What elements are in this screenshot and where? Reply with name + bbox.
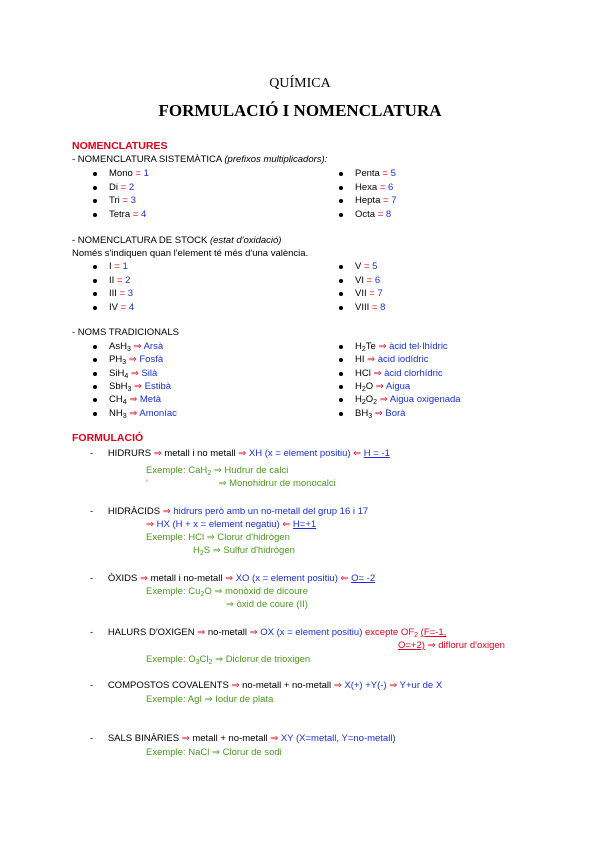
item-value: 3 xyxy=(127,288,134,299)
formula: O xyxy=(365,394,374,406)
arrow-icon: ⇒ xyxy=(206,532,215,543)
arrow-icon: ⇒ xyxy=(214,586,223,597)
formula: SbH xyxy=(109,380,128,392)
equals-sign: = xyxy=(117,301,129,313)
covalents-example-1: Exemple: AgI ⇒ Iodur de plata xyxy=(146,694,274,705)
oxids-example-2: ⇒ òxid de coure (II) xyxy=(226,599,308,610)
equals-sign: = xyxy=(380,195,392,206)
equals-sign: = xyxy=(369,301,381,313)
item-value: 7 xyxy=(377,288,383,299)
formula-subscript: 2 xyxy=(361,385,366,393)
arrow-icon: ⇒ xyxy=(225,573,234,584)
equals-sign: = xyxy=(119,195,131,206)
arrow-icon: ⇒ xyxy=(226,599,234,610)
equals-sign: = xyxy=(116,288,128,299)
arrow-icon: ⇒ xyxy=(131,380,145,392)
subsection-label: - NOMENCLATURA DE STOCK xyxy=(72,235,208,246)
arrow-icon: ⇒ xyxy=(270,733,279,744)
equals-sign: = xyxy=(117,181,129,193)
item-name: Mono xyxy=(109,168,133,179)
left-arrow-icon: ⇐ xyxy=(353,448,362,459)
item-name: Penta xyxy=(355,168,380,179)
hidracids-line: - HIDRÀCIDS ⇒ hidrurs però amb un no-metall del grup 16 i 17 xyxy=(90,506,369,517)
bullet-icon xyxy=(339,279,343,283)
bullet-icon xyxy=(339,372,343,376)
list-item xyxy=(109,288,133,299)
compound-name: Aigua xyxy=(385,380,411,392)
arrow-icon: ⇒ xyxy=(238,448,247,459)
formula: SiH xyxy=(109,367,125,379)
bullet-icon xyxy=(339,358,343,362)
arrow-icon: ⇒ xyxy=(140,573,148,584)
bullet-icon xyxy=(93,292,97,296)
item-name: V xyxy=(355,261,362,272)
arrow-icon: ⇒ xyxy=(126,394,140,406)
arrow-icon: ⇒ xyxy=(427,640,436,651)
item-name: VI xyxy=(355,274,364,286)
arrow-icon: ⇒ xyxy=(197,627,206,638)
item-name: II xyxy=(109,274,115,286)
item-name: Hexa xyxy=(355,181,378,193)
equals-sign: = xyxy=(114,274,126,286)
item-name: VIII xyxy=(355,301,370,313)
equals-sign: = xyxy=(377,181,389,193)
bullet-icon xyxy=(93,385,97,389)
formula-subscript: 3 xyxy=(122,359,127,367)
arrow-icon: ⇒ xyxy=(162,506,171,517)
arrow-icon: ⇒ xyxy=(126,354,140,366)
list-item xyxy=(109,368,157,379)
item-name: VII xyxy=(355,288,367,299)
formula: NH xyxy=(109,407,123,419)
list-item xyxy=(355,394,461,405)
hidracids-example-1: Exemple: HCl ⇒ Clorur d'hidrògen xyxy=(146,532,290,543)
formula: O xyxy=(365,380,374,392)
covalents-line: - COMPOSTOS COVALENTS ⇒ no-metall + no-metall ⇒ X(+) +Y(-) ⇒ Y+ur de X xyxy=(90,680,443,691)
list-item xyxy=(355,381,410,392)
subsection-note: (estat d'oxidació) xyxy=(209,235,282,246)
arrow-icon: ⇒ xyxy=(218,478,227,489)
list-item xyxy=(109,341,163,352)
list-item xyxy=(109,195,136,206)
list-item xyxy=(109,275,130,286)
bullet-icon xyxy=(93,186,97,190)
bullet-icon xyxy=(93,279,97,283)
arrow-icon: ⇒ xyxy=(389,680,398,691)
formula-subscript: 3 xyxy=(122,412,127,420)
list-item xyxy=(355,195,396,206)
halurs-line: - HALURS D'OXIGEN ⇒ no-metall ⇒ OX (x = element positiu) excepte $OF_2$ (F=-1, xyxy=(90,627,447,639)
binaries-title: SALS BINÀRIES xyxy=(107,733,180,744)
bullet-icon xyxy=(339,172,343,176)
item-value: 4 xyxy=(128,301,135,313)
list-item xyxy=(109,261,128,272)
arrow-icon: ⇒ xyxy=(126,407,140,419)
bullet-icon xyxy=(93,345,97,349)
list-item xyxy=(355,408,405,419)
page-title: FORMULACIÓ I NOMENCLATURA xyxy=(158,101,442,120)
equals-sign: = xyxy=(132,168,144,179)
section-heading-formulacio: FORMULACIÓ xyxy=(72,432,144,444)
list-item xyxy=(355,275,380,286)
item-name: I xyxy=(109,261,112,272)
bullet-icon xyxy=(339,412,343,416)
arrow-icon: ⇒ xyxy=(333,680,342,691)
compound-name: Estibà xyxy=(144,380,172,392)
formula: Te xyxy=(365,341,376,352)
binaries-line: - SALS BINÀRIES ⇒ metall + no-metall ⇒ XY (X=metall, Y=no-metall) xyxy=(90,733,396,744)
arrow-icon: ⇒ xyxy=(249,627,258,638)
list-item xyxy=(355,341,448,352)
bullet-icon xyxy=(339,199,343,203)
item-name: IV xyxy=(109,301,118,313)
item-value: 8 xyxy=(385,208,392,220)
compound-name: Aigua oxigenada xyxy=(389,394,461,406)
formula-subscript: 4 xyxy=(122,399,127,407)
bullet-icon xyxy=(93,213,97,217)
compound-name: Fosfà xyxy=(139,354,164,366)
list-item xyxy=(355,354,428,365)
subsection-note: (prefixos multiplicadors): xyxy=(224,154,328,165)
item-value: 1 xyxy=(122,261,128,272)
item-value: 3 xyxy=(130,195,136,206)
arrow-icon: ⇒ xyxy=(212,747,220,758)
item-value: 1 xyxy=(143,168,149,179)
list-item xyxy=(355,302,385,313)
subsection-sistematica xyxy=(72,154,327,165)
formula: CH xyxy=(109,394,123,406)
halurs-example-1: Exemple: $O_3Cl_2$ ⇒ Diclorur de trioxigen xyxy=(146,654,311,666)
equals-sign: = xyxy=(111,261,123,272)
item-value: 5 xyxy=(390,168,396,179)
bullet-icon xyxy=(93,358,97,362)
bullet-icon xyxy=(93,398,97,402)
arrow-icon: ⇒ xyxy=(212,545,221,556)
hidrurs-formula: XH (x = element positiu) xyxy=(248,448,351,459)
item-value: 5 xyxy=(372,261,378,272)
subsection-label: - NOMENCLATURA SISTEMÀTICA xyxy=(72,154,222,165)
list-item xyxy=(355,168,396,179)
arrow-icon: ⇒ xyxy=(153,448,162,459)
hidrurs-example-1: Exemple: CaH$_2$ ⇒ Hudrur de calci xyxy=(146,465,289,477)
formula: HCl xyxy=(355,367,371,379)
compound-name: Amoníac xyxy=(139,407,177,419)
left-arrow-icon: ⇐ xyxy=(340,573,349,584)
formula-subscript: 2 xyxy=(361,399,366,407)
hidracids-rule: hidrurs però amb un no-metall del grup 16 i 17 xyxy=(173,506,369,517)
item-name: Hepta xyxy=(355,195,381,206)
hidrurs-line: - HIDRURS ⇒ metall i no metall ⇒ XH (x = element positiu) ⇐ H = -1 xyxy=(90,448,390,459)
list-item xyxy=(355,288,383,299)
hidrurs-example-2: ' ⇒ Monohidrur de monocalci xyxy=(146,478,336,489)
equals-sign: = xyxy=(361,261,373,272)
formula-subscript: 2 xyxy=(361,346,366,353)
compound-name: àcid tel·lhídric xyxy=(389,341,448,352)
hidracids-title: HIDRÀCIDS xyxy=(107,506,161,517)
formula: H xyxy=(355,341,362,352)
list-item xyxy=(109,394,161,405)
halurs-title: HALURS D'OXIGEN xyxy=(107,627,195,638)
compound-name: Metà xyxy=(139,394,162,406)
formula-subscript: 3 xyxy=(126,346,131,353)
item-value: 7 xyxy=(391,195,397,206)
arrow-icon: ⇒ xyxy=(181,733,190,744)
list-item xyxy=(355,368,443,379)
hidracids-example-2: $H_2S$ ⇒ Sulfur d'hidrògen xyxy=(193,545,295,557)
formula-subscript: 3 xyxy=(368,412,373,420)
arrow-icon: ⇒ xyxy=(130,341,144,352)
list-item xyxy=(109,182,134,193)
arrow-icon: ⇒ xyxy=(364,354,378,366)
list-item xyxy=(109,168,149,179)
oxids-example-1: Exemple: $Cu_2O$ ⇒ monòxid de dicoure xyxy=(146,586,308,598)
formula-subscript: 2 xyxy=(373,399,378,407)
formula: HI xyxy=(355,354,365,366)
bullet-icon xyxy=(339,292,343,296)
arrow-icon: ⇒ xyxy=(375,341,390,352)
item-name: Di xyxy=(109,181,118,193)
bullet-icon xyxy=(339,398,343,402)
hidrurs-h: H = -1 xyxy=(363,448,390,459)
formula: H xyxy=(355,394,362,406)
list-item xyxy=(109,408,177,419)
arrow-icon: ⇒ xyxy=(128,367,142,379)
arrow-icon: ⇒ xyxy=(377,394,390,406)
item-value: 2 xyxy=(125,274,131,286)
formula-subscript: 4 xyxy=(124,372,129,380)
oxids-line: - ÒXIDS ⇒ metall i no-metall ⇒ XO (x = element positiu) ⇐ O= -2 xyxy=(90,573,376,584)
list-item xyxy=(109,381,171,392)
arrow-icon: ⇒ xyxy=(370,367,385,379)
compound-name: àcid clorhídric xyxy=(384,367,443,379)
compound-name: Arsà xyxy=(143,341,164,352)
subsection-stock xyxy=(72,235,281,246)
bullet-icon xyxy=(93,265,97,269)
left-arrow-icon: ⇐ xyxy=(282,519,291,530)
bullet-icon xyxy=(339,265,343,269)
section-heading-nomenclatures: NOMENCLATURES xyxy=(72,140,168,152)
bullet-icon xyxy=(339,213,343,217)
hidracids-formula-line: ⇒ HX (H + x = element negatiu) ⇐ H=+1 xyxy=(146,519,317,530)
stock-description: Només s'indiquen quan l'element té més d'una valència. xyxy=(72,248,309,259)
item-name: Tri xyxy=(109,195,120,206)
arrow-icon: ⇒ xyxy=(373,380,386,392)
bullet-icon xyxy=(339,186,343,190)
list-item xyxy=(109,302,134,313)
formula-subscript: 3 xyxy=(127,385,132,393)
formula: H xyxy=(355,380,362,392)
compound-name: Silà xyxy=(141,367,158,379)
page-subject: QUÍMICA xyxy=(269,76,331,91)
item-name: III xyxy=(109,288,117,299)
equals-sign: = xyxy=(130,208,141,220)
arrow-icon: ⇒ xyxy=(213,465,222,476)
list-item xyxy=(355,209,391,220)
arrow-icon: ⇒ xyxy=(215,654,224,665)
hidrurs-rule: metall i no metall xyxy=(164,448,236,459)
item-value: 2 xyxy=(128,181,135,193)
bullet-icon xyxy=(93,372,97,376)
item-name: Tetra xyxy=(109,208,131,220)
bullet-icon xyxy=(93,199,97,203)
binaries-example-1: Exemple: NaCl ⇒ Clorur de sodi xyxy=(146,747,282,758)
list-item xyxy=(109,209,146,220)
equals-sign: = xyxy=(366,288,378,299)
list-item xyxy=(109,354,163,365)
arrow-icon: ⇒ xyxy=(146,519,154,530)
list-item xyxy=(355,261,377,272)
compound-name: àcid iodídric xyxy=(377,354,429,366)
equals-sign: = xyxy=(379,168,391,179)
oxids-title: ÒXIDS xyxy=(107,573,138,584)
item-value: 6 xyxy=(374,274,381,286)
arrow-icon: ⇒ xyxy=(204,694,213,705)
formula: AsH xyxy=(109,341,127,352)
compound-name: Borà xyxy=(385,407,406,419)
bullet-icon xyxy=(339,345,343,349)
covalents-title: COMPOSTOS COVALENTS xyxy=(107,680,229,691)
item-value: 4 xyxy=(140,208,147,220)
arrow-icon: ⇒ xyxy=(231,680,240,691)
bullet-icon xyxy=(339,385,343,389)
item-name: Octa xyxy=(355,208,376,220)
formula: PH xyxy=(109,354,123,366)
bullet-icon xyxy=(93,412,97,416)
bullet-icon xyxy=(339,306,343,310)
subsection-tradicionals: - NOMS TRADICIONALS xyxy=(72,327,179,338)
hidrurs-title: HIDRURS xyxy=(107,448,152,459)
equals-sign: = xyxy=(363,274,375,286)
bullet-icon xyxy=(93,306,97,310)
arrow-icon: ⇒ xyxy=(372,407,386,419)
item-value: 6 xyxy=(388,181,394,193)
equals-sign: = xyxy=(375,208,386,220)
list-item xyxy=(355,182,393,193)
bullet-icon xyxy=(93,172,97,176)
item-value: 8 xyxy=(380,301,386,313)
halurs-except-line: O=+2) ⇒ diflorur d'oxigen xyxy=(398,640,505,651)
formula: BH xyxy=(355,407,369,419)
